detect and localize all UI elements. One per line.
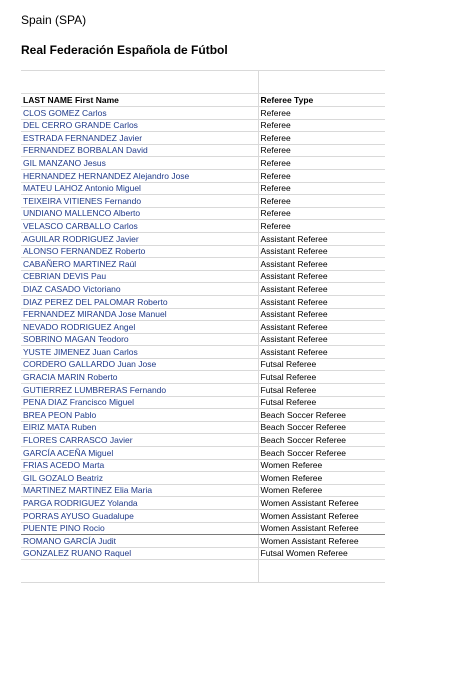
table-row — [21, 207, 385, 220]
spacer-cell — [258, 560, 385, 583]
referee-type-cell: Assistant Referee — [258, 258, 385, 271]
table-spacer-row — [21, 71, 385, 94]
table-row — [21, 220, 385, 233]
table-row — [21, 258, 385, 271]
referee-type-cell: Referee — [258, 157, 385, 170]
referee-type-cell: Women Referee — [258, 484, 385, 497]
referee-name-cell: HERNANDEZ HERNANDEZ Alejandro Jose — [21, 169, 258, 182]
referee-type-cell: Assistant Referee — [258, 321, 385, 334]
spacer-cell — [21, 560, 258, 583]
referee-name-cell: EIRIZ MATA Ruben — [21, 421, 258, 434]
referee-type-cell: Referee — [258, 207, 385, 220]
table-row — [21, 169, 385, 182]
table-row — [21, 321, 385, 334]
table-row — [21, 182, 385, 195]
referee-type-cell: Beach Soccer Referee — [258, 434, 385, 447]
spacer-cell — [21, 71, 258, 94]
referee-name-cell: NEVADO RODRIGUEZ Angel — [21, 321, 258, 334]
referee-name-cell: ESTRADA FERNANDEZ Javier — [21, 132, 258, 145]
table-row — [21, 409, 385, 422]
referee-name-cell: DIAZ PEREZ DEL PALOMAR Roberto — [21, 295, 258, 308]
referee-name-cell: YUSTE JIMENEZ Juan Carlos — [21, 346, 258, 359]
referee-name-cell: TEIXEIRA VITIENES Fernando — [21, 195, 258, 208]
table-row — [21, 308, 385, 321]
table-row — [21, 245, 385, 258]
referee-type-cell: Assistant Referee — [258, 283, 385, 296]
referee-name-cell: GIL GOZALO Beatriz — [21, 472, 258, 485]
table-row — [21, 547, 385, 560]
referee-name-cell: GRACIA MARIN Roberto — [21, 371, 258, 384]
table-row — [21, 459, 385, 472]
referee-name-cell: MATEU LAHOZ Antonio Miguel — [21, 182, 258, 195]
referee-type-cell: Futsal Women Referee — [258, 547, 385, 560]
table-row — [21, 472, 385, 485]
table-header-row — [21, 94, 385, 107]
referee-name-cell: PUENTE PINO Rocio — [21, 522, 258, 535]
table-row — [21, 522, 385, 535]
table-row — [21, 535, 385, 548]
table-row — [21, 510, 385, 523]
referee-type-cell: Referee — [258, 195, 385, 208]
referee-table — [21, 70, 385, 583]
referee-type-cell: Referee — [258, 107, 385, 120]
referee-type-cell: Assistant Referee — [258, 333, 385, 346]
country-heading: Spain (SPA) — [21, 13, 87, 27]
referee-type-cell: Women Assistant Referee — [258, 510, 385, 523]
referee-name-cell: SOBRINO MAGAN Teodoro — [21, 333, 258, 346]
table-row — [21, 358, 385, 371]
referee-name-cell: DIAZ CASADO Victoriano — [21, 283, 258, 296]
referee-type-cell: Futsal Referee — [258, 396, 385, 409]
referee-type-cell: Referee — [258, 132, 385, 145]
table-row — [21, 497, 385, 510]
spacer-cell — [258, 71, 385, 94]
table-row — [21, 119, 385, 132]
table-row — [21, 144, 385, 157]
referee-type-cell: Women Referee — [258, 472, 385, 485]
table-row — [21, 421, 385, 434]
table-row — [21, 132, 385, 145]
referee-type-cell: Women Referee — [258, 459, 385, 472]
table-spacer-row — [21, 560, 385, 583]
table-row — [21, 484, 385, 497]
referee-name-cell: CEBRIAN DEVIS Pau — [21, 270, 258, 283]
referee-name-cell: BREA PEON Pablo — [21, 409, 258, 422]
table-row — [21, 447, 385, 460]
referee-name-cell: PENA DIAZ Francisco Miguel — [21, 396, 258, 409]
referee-name-cell: FLORES CARRASCO Javier — [21, 434, 258, 447]
referee-name-cell: GONZALEZ RUANO Raquel — [21, 547, 258, 560]
referee-type-cell: Futsal Referee — [258, 358, 385, 371]
table-row — [21, 384, 385, 397]
referee-type-cell: Beach Soccer Referee — [258, 447, 385, 460]
table-row — [21, 283, 385, 296]
referee-type-cell: Assistant Referee — [258, 295, 385, 308]
referee-name-cell: VELASCO CARBALLO Carlos — [21, 220, 258, 233]
header-referee-type: Referee Type — [258, 94, 385, 107]
referee-name-cell: MARTINEZ MARTINEZ Elia Maria — [21, 484, 258, 497]
referee-type-cell: Assistant Referee — [258, 346, 385, 359]
referee-name-cell: CABAÑERO MARTINEZ Raúl — [21, 258, 258, 271]
table-row — [21, 333, 385, 346]
referee-type-cell: Referee — [258, 220, 385, 233]
referee-type-cell: Futsal Referee — [258, 371, 385, 384]
referee-type-cell: Women Assistant Referee — [258, 535, 385, 548]
referee-type-cell: Women Assistant Referee — [258, 497, 385, 510]
referee-type-cell: Women Assistant Referee — [258, 522, 385, 535]
table-row — [21, 346, 385, 359]
referee-name-cell: GIL MANZANO Jesus — [21, 157, 258, 170]
table-row — [21, 371, 385, 384]
referee-name-cell: ROMANO GARCÍA Judit — [21, 535, 258, 548]
referee-name-cell: UNDIANO MALLENCO Alberto — [21, 207, 258, 220]
referee-name-cell: CORDERO GALLARDO Juan Jose — [21, 358, 258, 371]
referee-name-cell: DEL CERRO GRANDE Carlos — [21, 119, 258, 132]
table-row — [21, 232, 385, 245]
referee-type-cell: Assistant Referee — [258, 232, 385, 245]
referee-type-cell: Referee — [258, 182, 385, 195]
referee-name-cell: GUTIERREZ LUMBRERAS Fernando — [21, 384, 258, 397]
table-row — [21, 107, 385, 120]
referee-name-cell: PARGA RODRIGUEZ Yolanda — [21, 497, 258, 510]
referee-type-cell: Beach Soccer Referee — [258, 421, 385, 434]
referee-type-cell: Assistant Referee — [258, 308, 385, 321]
referee-type-cell: Assistant Referee — [258, 270, 385, 283]
referee-name-cell: AGUILAR RODRIGUEZ Javier — [21, 232, 258, 245]
table-row — [21, 157, 385, 170]
referee-type-cell: Referee — [258, 119, 385, 132]
table-row — [21, 295, 385, 308]
referee-type-cell: Beach Soccer Referee — [258, 409, 385, 422]
referee-type-cell: Futsal Referee — [258, 384, 385, 397]
referee-table-body — [21, 71, 385, 583]
header-name: LAST NAME First Name — [21, 94, 258, 107]
referee-name-cell: ALONSO FERNANDEZ Roberto — [21, 245, 258, 258]
referee-name-cell: CLOS GOMEZ Carlos — [21, 107, 258, 120]
referee-name-cell: GARCÍA ACEÑA Miguel — [21, 447, 258, 460]
referee-type-cell: Referee — [258, 169, 385, 182]
table-row — [21, 396, 385, 409]
referee-type-cell: Assistant Referee — [258, 245, 385, 258]
referee-name-cell: FRIAS ACEDO Marta — [21, 459, 258, 472]
federation-title: Real Federación Española de Fútbol — [21, 43, 228, 57]
table-row — [21, 270, 385, 283]
referee-name-cell: FERNANDEZ BORBALAN David — [21, 144, 258, 157]
referee-name-cell: FERNANDEZ MIRANDA Jose Manuel — [21, 308, 258, 321]
referee-name-cell: PORRAS AYUSO Guadalupe — [21, 510, 258, 523]
table-row — [21, 195, 385, 208]
referee-type-cell: Referee — [258, 144, 385, 157]
table-row — [21, 434, 385, 447]
